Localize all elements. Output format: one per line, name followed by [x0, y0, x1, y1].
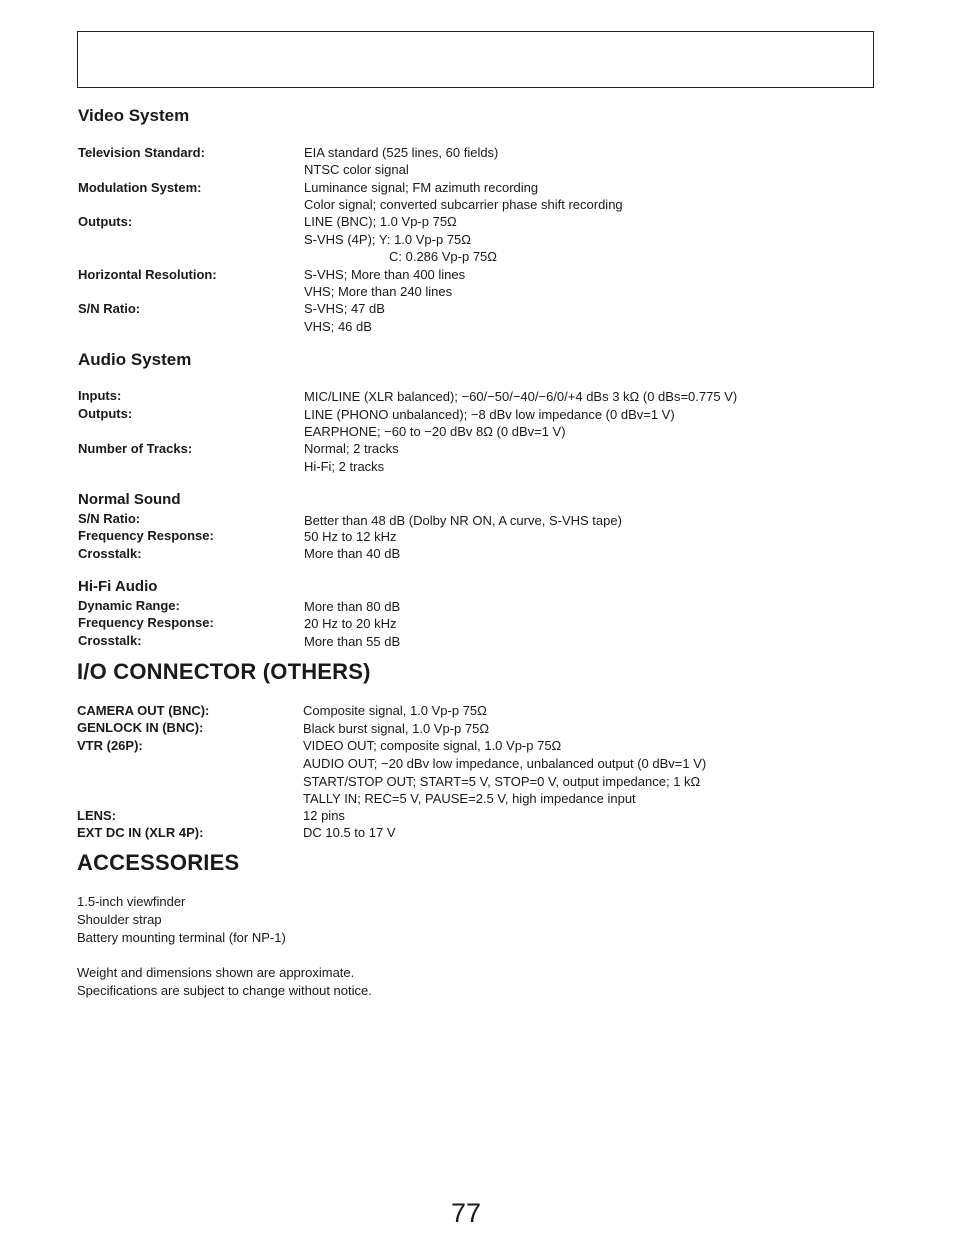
spec-label: CAMERA OUT (BNC):: [77, 703, 210, 718]
spec-label: Number of Tracks:: [78, 441, 193, 456]
spec-value: EARPHONE; −60 to −20 dBv 8Ω (0 dBv=1 V): [304, 424, 566, 439]
spec-value: Composite signal, 1.0 Vp-p 75Ω: [303, 703, 487, 718]
spec-label: Inputs:: [78, 388, 122, 403]
spec-label: Horizontal Resolution:: [78, 267, 217, 282]
spec-value: VIDEO OUT; composite signal, 1.0 Vp-p 75Ω: [303, 738, 562, 753]
spec-value: Color signal; converted subcarrier phase shift recording: [304, 197, 623, 212]
spec-value: Black burst signal, 1.0 Vp-p 75Ω: [303, 721, 490, 736]
spec-label: Crosstalk:: [78, 633, 142, 648]
spec-value: Normal; 2 tracks: [304, 441, 399, 456]
spec-value: LINE (PHONO unbalanced); −8 dBv low impedance (0 dBv=1 V): [304, 407, 675, 422]
header-box: [77, 31, 874, 88]
spec-value: More than 80 dB: [304, 599, 401, 614]
page-number: 77: [451, 1198, 482, 1228]
note-text: Specifications are subject to change without notice.: [77, 983, 372, 998]
spec-value: NTSC color signal: [304, 162, 409, 177]
spec-label: Outputs:: [78, 214, 133, 229]
spec-value: LINE (BNC); 1.0 Vp-p 75Ω: [304, 214, 457, 229]
spec-label: LENS:: [77, 808, 116, 823]
spec-label: EXT DC IN (XLR 4P):: [77, 825, 204, 840]
spec-value: Luminance signal; FM azimuth recording: [304, 180, 539, 195]
spec-value: 20 Hz to 20 kHz: [304, 616, 397, 631]
spec-label: Frequency Response:: [78, 615, 214, 630]
audio-system-heading: Audio System: [78, 350, 192, 369]
spec-value: S-VHS (4P); Y: 1.0 Vp-p 75Ω: [304, 232, 472, 247]
spec-value: VHS; More than 240 lines: [304, 284, 453, 299]
spec-value: START/STOP OUT; START=5 V, STOP=0 V, output impedance; 1 kΩ: [303, 774, 701, 789]
spec-value: MIC/LINE (XLR balanced); −60/−50/−40/−6/0/+4 dBs 3 kΩ (0 dBs=0.775 V): [304, 389, 738, 404]
spec-value: 12 pins: [303, 808, 345, 823]
spec-label: Dynamic Range:: [78, 598, 180, 613]
spec-value: C: 0.286 Vp-p 75Ω: [389, 249, 498, 264]
spec-value: More than 40 dB: [304, 546, 401, 561]
spec-label: Frequency Response:: [78, 528, 214, 543]
accessory-item: Battery mounting terminal (for NP-1): [77, 930, 286, 945]
spec-value: S-VHS; More than 400 lines: [304, 267, 466, 282]
video-system-heading: Video System: [78, 106, 190, 125]
spec-label: GENLOCK IN (BNC):: [77, 720, 204, 735]
accessories-heading: ACCESSORIES: [77, 850, 240, 875]
spec-value: S-VHS; 47 dB: [304, 301, 385, 316]
spec-label: S/N Ratio:: [78, 301, 141, 316]
spec-label: Outputs:: [78, 406, 133, 421]
spec-label: VTR (26P):: [77, 738, 143, 753]
spec-value: TALLY IN; REC=5 V, PAUSE=2.5 V, high impedance input: [303, 791, 636, 806]
spec-label: Modulation System:: [78, 180, 202, 195]
spec-value: Hi-Fi; 2 tracks: [304, 459, 385, 474]
note-text: Weight and dimensions shown are approximate.: [77, 965, 355, 980]
accessory-item: Shoulder strap: [77, 912, 162, 927]
hifi-audio-heading: Hi-Fi Audio: [78, 578, 158, 595]
spec-label: Crosstalk:: [78, 546, 142, 561]
spec-value: More than 55 dB: [304, 634, 401, 649]
spec-value: 50 Hz to 12 kHz: [304, 529, 397, 544]
accessory-item: 1.5-inch viewfinder: [77, 894, 186, 909]
spec-value: AUDIO OUT; −20 dBv low impedance, unbalanced output (0 dBv=1 V): [303, 756, 707, 771]
spec-value: EIA standard (525 lines, 60 fields): [304, 145, 499, 160]
spec-value: Better than 48 dB (Dolby NR ON, A curve, S-VHS tape): [304, 513, 622, 528]
spec-value: DC 10.5 to 17 V: [303, 825, 396, 840]
spec-value: VHS; 46 dB: [304, 319, 372, 334]
normal-sound-heading: Normal Sound: [78, 491, 181, 508]
spec-label: S/N Ratio:: [78, 511, 141, 526]
spec-label: Television Standard:: [78, 145, 205, 160]
io-connector-heading: I/O CONNECTOR (OTHERS): [77, 659, 371, 684]
